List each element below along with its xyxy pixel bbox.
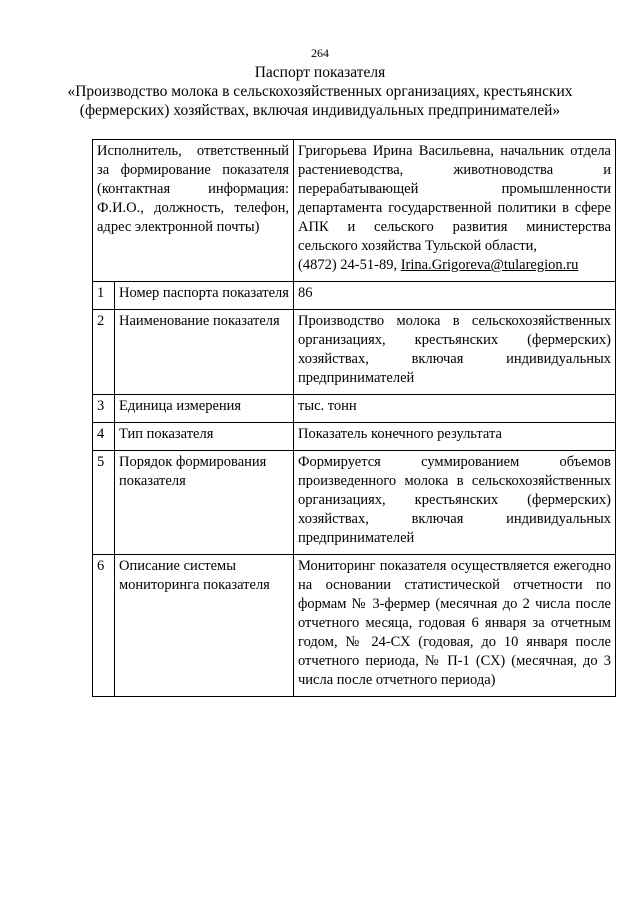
table-row <box>93 282 616 310</box>
row-number: 2 <box>93 310 115 395</box>
responsible-contacts <box>298 256 611 275</box>
row-number: 6 <box>93 555 115 697</box>
row-number: 5 <box>93 451 115 555</box>
row-value: Мониторинг показателя осуществляется ежегодно на основании статистической отчетности по формам № 3-фермер (месячная до 2 числа после отчетного месяца, годовая 6 января за отчетным годом, № 24-СХ (годовая, до 10 января после отчетного периода, № П-1 (СХ) (месячная, до 3 числа после отчетного периода) <box>294 555 616 697</box>
row-label: Наименование показателя <box>115 310 294 395</box>
table-row <box>93 310 616 395</box>
row-number: 4 <box>93 423 115 451</box>
document-title: Паспорт показателя <box>254 64 386 81</box>
row-label: Описание системы мониторинга показателя <box>115 555 294 697</box>
responsible-email-link[interactable]: Irina.Grigoreva@tularegion.ru <box>400 257 579 273</box>
table-row-responsible <box>93 140 616 282</box>
row-value: тыс. тонн <box>294 395 616 423</box>
row-label: Единица измерения <box>115 395 294 423</box>
table-row <box>93 451 616 555</box>
table-row <box>93 555 616 697</box>
responsible-value: Григорьева Ирина Васильевна, начальник отдела растениеводства, животноводства и перерабатывающей промышленности департамента государственной политики в сфере АПК и сельского развития министерства сельского хозяйства Тульской области, <box>298 143 611 254</box>
row-number: 3 <box>93 395 115 423</box>
responsible-phone: (4872) 24-51-89, <box>298 257 398 273</box>
responsible-label: Исполнитель, ответственный за формирование показателя (контактная информация: Ф.И.О., должность, телефон, адрес электронной почты) <box>93 140 294 282</box>
document-subtitle-line-2: (фермерских) хозяйствах, включая индивидуальных предпринимателей» <box>79 102 561 119</box>
row-label: Порядок формирования показателя <box>115 451 294 555</box>
page-number: 264 <box>311 46 329 60</box>
table-row <box>93 395 616 423</box>
row-value: 86 <box>294 282 616 310</box>
row-label: Тип показателя <box>115 423 294 451</box>
row-value: Формируется суммированием объемов произведенного молока в сельскохозяйственных организациях, крестьянских (фермерских) хозяйствах, включая индивидуальных предпринимателей <box>294 451 616 555</box>
document-subtitle-line-1: «Производство молока в сельскохозяйственных организациях, крестьянских <box>67 83 573 100</box>
row-value: Производство молока в сельскохозяйственных организациях, крестьянских (фермерских) хозяйствах, включая индивидуальных предпринимателей <box>294 310 616 395</box>
row-value: Показатель конечного результата <box>294 423 616 451</box>
passport-table <box>92 139 616 697</box>
document-header <box>60 63 580 120</box>
responsible-value-cell <box>294 140 616 282</box>
table-row <box>93 423 616 451</box>
row-number: 1 <box>93 282 115 310</box>
row-label: Номер паспорта показателя <box>115 282 294 310</box>
